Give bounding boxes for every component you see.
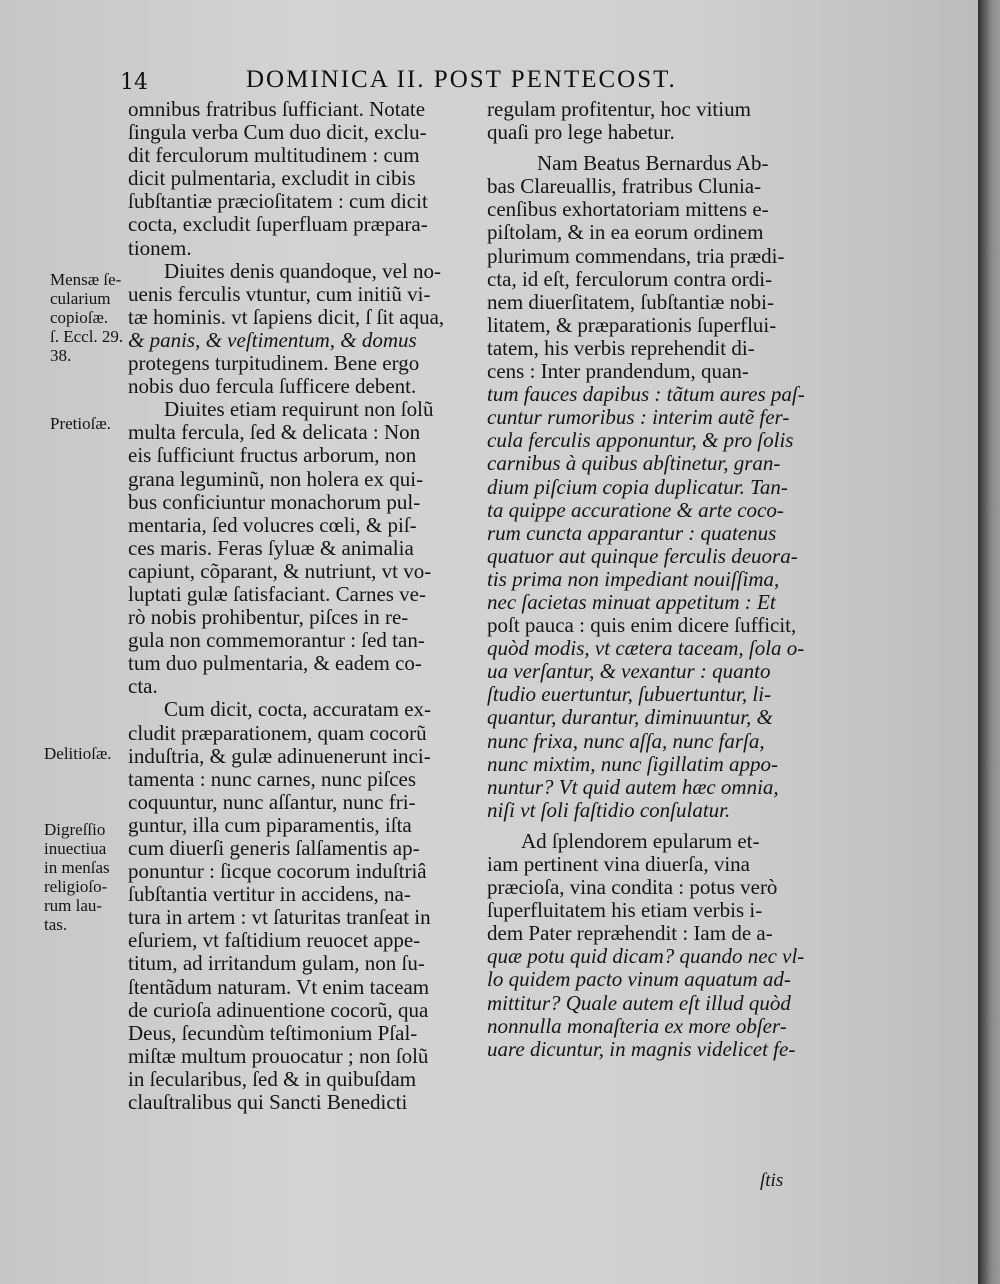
text-line: tæ hominis. vt ſapiens dicit, ſ ſit aqua,	[128, 304, 445, 329]
text-line: cuntur rumoribus : interim autẽ fer-	[487, 405, 790, 430]
text-line: cenſibus exhortatoriam mittens e-	[487, 197, 769, 222]
text-line: nobis duo fercula ſufficere debent.	[128, 374, 417, 399]
text-line: dit ferculorum multitudinem : cum	[128, 143, 420, 168]
margin-note-mensae: Mensæ ſe- cularium copioſæ. ſ. Eccl. 29. 38.	[50, 270, 124, 365]
text-line: nonnulla monaſteria ex more obſer-	[487, 1013, 787, 1038]
text-line: ua verſantur, & vexantur : quanto	[487, 659, 771, 684]
text-line: in ſecularibus, ſed & in quibuſdam	[128, 1066, 417, 1091]
margin-note-pretiosae: Pretioſæ.	[50, 414, 111, 433]
text-line: eis ſufficiunt fructus arborum, non	[128, 443, 417, 468]
text-line: quaſi pro lege habetur.	[487, 120, 675, 145]
text-line: Ad ſplendorem epularum et-	[521, 828, 760, 853]
text-line: mittitur? Quale autem eſt illud quòd	[487, 990, 791, 1015]
text-line: tatem, his verbis reprehendit di-	[487, 335, 755, 360]
text-line: poſt pauca : quis enim dicere ſufficit,	[487, 613, 797, 638]
text-line: rum cuncta apparantur : quatenus	[487, 520, 777, 545]
text-line: cta.	[128, 674, 158, 699]
page-number: 14	[120, 70, 148, 95]
text-line: dium piſcium copia duplicatur. Tan-	[487, 474, 788, 499]
text-line: miſtæ multum prouocatur ; non ſolũ	[128, 1043, 429, 1068]
text-line: cta, id eſt, ferculorum contra ordi-	[487, 266, 773, 291]
text-line: nec ſacietas minuat appetitum : Et	[487, 589, 776, 614]
text-line: quatuor aut quinque ferculis deuora-	[487, 543, 798, 568]
text-line: nuntur? Vt quid autem hæc omnia,	[487, 774, 779, 799]
text-line: bas Clareuallis, fratribus Clunia-	[487, 174, 762, 199]
text-line: ſuperfluitatem his etiam verbis i-	[487, 898, 763, 923]
margin-note-delitiosae: Delitioſæ.	[44, 744, 112, 763]
text-line: tamenta : nunc carnes, nunc piſces	[128, 766, 417, 791]
text-line: protegens turpitudinem. Bene ergo	[128, 351, 420, 376]
text-line: quòd modis, vt cætera taceam, ſola o-	[487, 636, 805, 661]
text-line: tionem.	[128, 235, 192, 260]
text-line: ta quippe accuratione & arte coco-	[487, 497, 784, 522]
text-line: ſtentãdum naturam. Vt enim taceam	[128, 974, 430, 999]
text-line: cens : Inter prandendum, quan-	[487, 359, 749, 384]
running-title: DOMINICA II. POST PENTECOST.	[246, 66, 677, 93]
text-line: coquuntur, nunc aſſantur, nunc fri-	[128, 789, 416, 814]
text-line: & panis, & veſtimentum, & domus	[128, 327, 417, 352]
text-line: clauſtralibus qui Sancti Benedicti	[128, 1090, 408, 1115]
text-line: induſtria, & gulæ adinuenerunt inci-	[128, 743, 431, 768]
text-line: capiunt, cõparant, & nutriunt, vt vo-	[128, 558, 432, 583]
text-line: cocta, excludit ſuperfluam præpara-	[128, 212, 428, 237]
text-line: cula ferculis apponuntur, & pro ſolis	[487, 428, 794, 453]
text-line: ponuntur : ſicque cocorum induſtriâ	[128, 859, 427, 884]
text-line: uenis ferculis vtuntur, cum initiũ vi-	[128, 281, 431, 306]
text-line: de curioſa adinuentione cocorũ, qua	[128, 997, 429, 1022]
text-line: iam pertinent vina diuerſa, vina	[487, 852, 750, 876]
left-column	[128, 98, 468, 1114]
text-line: nem diuerſitatem, ſubſtantiæ nobi-	[487, 289, 774, 314]
text-line: litatem, & præparationis ſuperflui-	[487, 312, 777, 337]
text-line: nunc frixa, nunc aſſa, nunc farſa,	[487, 728, 765, 753]
text-line: guntur, illa cum piparamentis, iſta	[128, 812, 412, 837]
text-line: Deus, ſecundùm teſtimonium Pſal-	[128, 1020, 418, 1045]
text-line: plurimum commendans, tria prædi-	[487, 243, 785, 268]
text-line: niſi vt ſoli faſtidio conſulatur.	[487, 797, 731, 822]
text-line: tum duo pulmentaria, & eadem co-	[128, 651, 422, 676]
text-line: tum fauces dapibus : tãtum aures paſ-	[487, 382, 805, 407]
text-line: quantur, durantur, diminuuntur, &	[487, 705, 773, 730]
text-line: ſingula verba Cum duo dicit, exclu-	[128, 120, 427, 145]
text-line: rò nobis prohibentur, piſces in re-	[128, 605, 409, 630]
text-line: Diuites denis quandoque, vel no-	[164, 258, 442, 283]
text-line: cum diuerſi generis ſalſamentis ap-	[128, 836, 420, 860]
text-line: ſtudio euertuntur, ſubuertuntur, li-	[487, 682, 772, 707]
text-line: grana leguminũ, non holera ex qui-	[128, 466, 424, 491]
text-line: multa fercula, ſed & delicata : Non	[128, 420, 421, 445]
text-line: Cum dicit, cocta, accuratam ex-	[164, 697, 432, 722]
catchword: ſtis	[760, 1170, 784, 1191]
text-line: carnibus à quibus abſtinetur, gran-	[487, 451, 781, 476]
text-line: ſubſtantia vertitur in accidens, na-	[128, 882, 411, 907]
text-line: ces maris. Feras ſyluæ & animalia	[128, 535, 414, 560]
text-line: dicit pulmentaria, excludit in cibis	[128, 166, 416, 191]
text-line: lo quidem pacto vinum aquatum ad-	[487, 967, 791, 992]
text-line: tis prima non impediant nouiſſima,	[487, 566, 780, 591]
text-line: bus conficiuntur monachorum pul-	[128, 489, 421, 514]
text-line: præcioſa, vina condita : potus verò	[487, 875, 778, 900]
right-column	[473, 98, 815, 1061]
book-gutter	[978, 0, 1000, 1284]
text-line: eſuriem, vt faſtidium reuocet appe-	[128, 928, 421, 953]
text-line: dem Pater repræhendit : Iam de a-	[487, 921, 773, 946]
text-line: gula non commemorantur : ſed tan-	[128, 628, 425, 653]
text-line: regulam profitentur, hoc vitium	[487, 97, 751, 121]
text-line: luptati gulæ ſatisfaciant. Carnes ve-	[128, 581, 426, 606]
text-line: mentaria, ſed volucres cœli, & piſ-	[128, 512, 417, 537]
text-line: quæ potu quid dicam? quando nec vl-	[487, 944, 805, 969]
text-line: piſtolam, & in ea eorum ordinem	[487, 220, 764, 245]
text-line: uare dicuntur, in magnis videlicet fe-	[487, 1036, 796, 1061]
margin-note-digressio: Digreſſio inuectiua in menſas religioſo- rum lau- tas.	[44, 820, 110, 934]
text-line: cludit præparationem, quam cocorũ	[128, 720, 427, 745]
text-line: ſubſtantiæ præcioſitatem : cum dicit	[128, 189, 428, 214]
text-line: titum, ad irritandum gulam, non ſu-	[128, 951, 425, 976]
text-line: tura in artem : vt ſaturitas tranſeat in	[128, 905, 431, 930]
text-line: Diuites etiam requirunt non ſolũ	[164, 397, 434, 422]
text-line: Nam Beatus Bernardus Ab-	[537, 151, 769, 176]
text-line: omnibus fratribus ſufficiant. Notate	[128, 97, 426, 121]
text-line: nunc mixtim, nunc ſigillatim appo-	[487, 751, 779, 776]
